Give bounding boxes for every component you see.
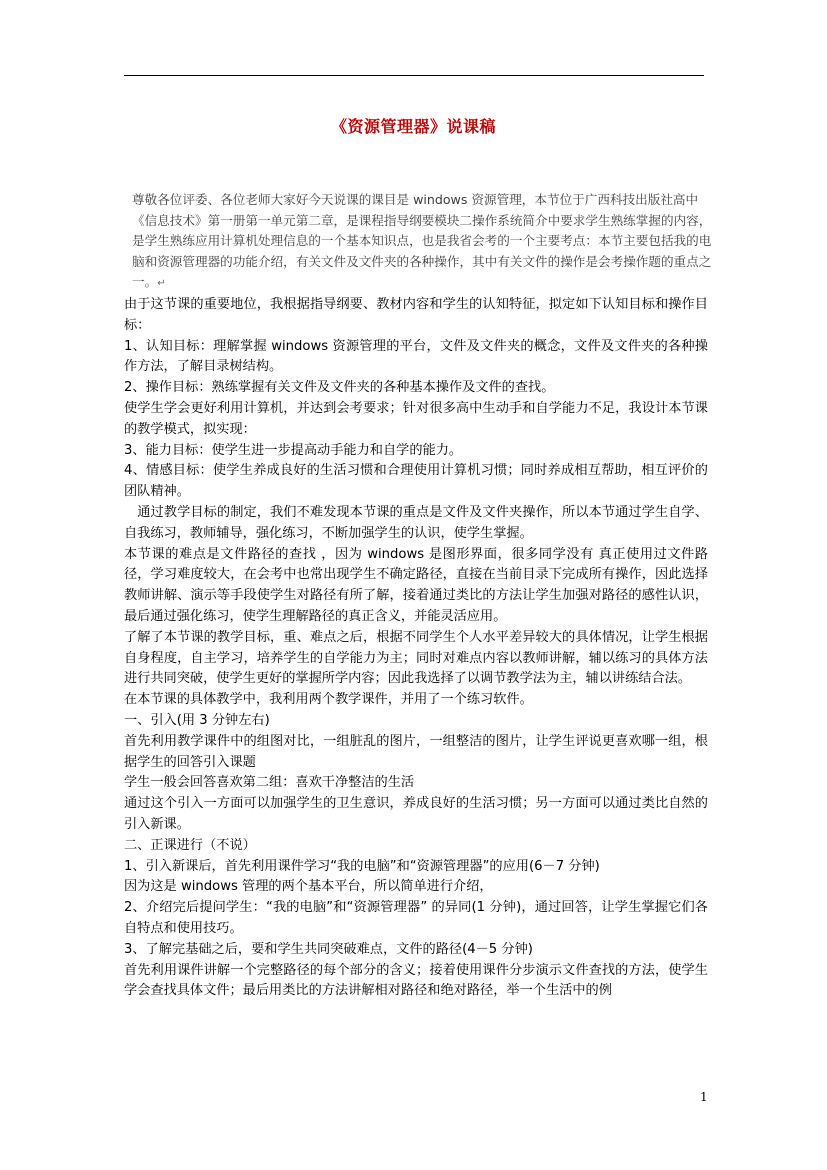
header-rule	[124, 75, 704, 76]
paragraph: 首先利用教学课件中的组图对比，一组脏乱的图片，一组整洁的图片，让学生评说更喜欢哪一组，根据学生的回答引入课题	[124, 733, 708, 770]
paragraph: 由于这节课的重要地位，我根据指导纲要、教材内容和学生的认知特征，拟定如下认知目标和操作目标：	[124, 297, 708, 333]
page-title: 《资源管理器》说课稿	[330, 117, 496, 136]
intro-text: 尊敬各位评委、各位老师大家好今天说课的课目是 windows 资源管理，本节位于广西科技出版社高中《信息技术》第一册第一单元第二章，是课程指导纲要模块二操作系统简介中要求学生熟练掌握的内容，是学生熟练应用计算机处理信息的一个基本知识点，也是我省会考的一个主要考点：本节主要包括我的电脑和资源管理器的功能介绍，有关文件及文件夹的各种操作，其中有关文件的操作是会考操作题的重点之一。	[132, 192, 712, 289]
paragraph: 首先利用课件讲解一个完整路径的每个部分的含义；接着使用课件分步演示文件查找的方法，使学生学会查找具体文件；最后用类比的方法讲解相对路径和绝对路径，举一个生活中的例	[124, 962, 708, 999]
paragraph: 一、引入(用 3 分钟左右)	[124, 712, 270, 728]
paragraph: 在本节课的具体教学中，我利用两个教学课件，并用了一个练习软件。	[124, 692, 533, 708]
paragraph: 通过教学目标的制定，我们不难发现本节课的重点是文件及文件夹操作，所以本节通过学生自学、自我练习，教师辅导，强化练习，不断加强学生的认识，使学生掌握。	[124, 504, 708, 541]
paragraph: 2、介绍完后提问学生：“我的电脑”和“资源管理器” 的异同(1 分钟)，通过回答，让学生掌握它们各自特点和使用技巧。	[124, 900, 708, 936]
paragraph: 4、情感目标：使学生养成良好的生活习惯和合理使用计算机习惯；同时养成相互帮助，相互评价的团队精神。	[124, 463, 708, 500]
paragraph: 3、了解完基础之后，要和学生共同突破难点，文件的路径(4－5 分钟)	[124, 941, 533, 957]
paragraph: 3、能力目标：使学生进一步提高动手能力和自学的能力。	[124, 442, 463, 458]
paragraph: 二、正课进行（不说）	[124, 837, 256, 853]
page-number: 1	[700, 1090, 708, 1104]
return-mark-icon: ↵	[157, 278, 166, 289]
paragraph: 1、认知目标：理解掌握 windows 资源管理的平台，文件及文件夹的概念，文件及文件夹的各种操作方法，了解目录树结构。	[124, 338, 708, 375]
paragraph: 学生一般会回答喜欢第二组：喜欢干净整洁的生活	[124, 775, 415, 791]
paragraph: 1、引入新课后，首先利用课件学习“我的电脑”和“资源管理器”的应用(6－7 分钟)	[124, 858, 600, 874]
intro-scan-block	[132, 190, 712, 295]
paragraph: 2、操作目标：熟练掌握有关文件及文件夹的各种基本操作及文件的查找。	[124, 380, 555, 396]
paragraph: 通过这个引入一方面可以加强学生的卫生意识，养成良好的生活习惯；另一方面可以通过类比自然的引入新课。	[124, 796, 708, 832]
paragraph: 了解了本节课的教学目标，重、难点之后，根据不同学生个人水平差异较大的具体情况，让学生根据自身程度，自主学习，培养学生的自学能力为主；同时对难点内容以教师讲解，辅以练习的具体方法进行共同突破，使学生更好的掌握所学内容；因此我选择了以调节教学法为主，辅以讲练结合法。	[124, 629, 708, 687]
intro-paragraph	[132, 190, 712, 295]
paragraph: 使学生学会更好利用计算机，并达到会考要求；针对很多高中生动手和自学能力不足，我设计本节课的教学模式，拟实现：	[124, 400, 708, 437]
paragraph: 因为这是 windows 管理的两个基本平台，所以简单进行介绍，	[124, 879, 493, 895]
paragraph: 本节课的难点是文件路径的查找 ，因为 windows 是图形界面，很多同学没有 真正使用过文件路径，学习难度较大，在会考中也常出现学生不确定路径，直接在当前目录下完成所有操作，因此选择教师讲解、演示等手段使学生对路径有所了解，接着通过类比的方法让学生加强对路径的感性认识，最后通过强化练习，使学生理解路径的真正含义，并能灵活应用。	[124, 546, 708, 624]
body-text	[124, 295, 708, 1002]
